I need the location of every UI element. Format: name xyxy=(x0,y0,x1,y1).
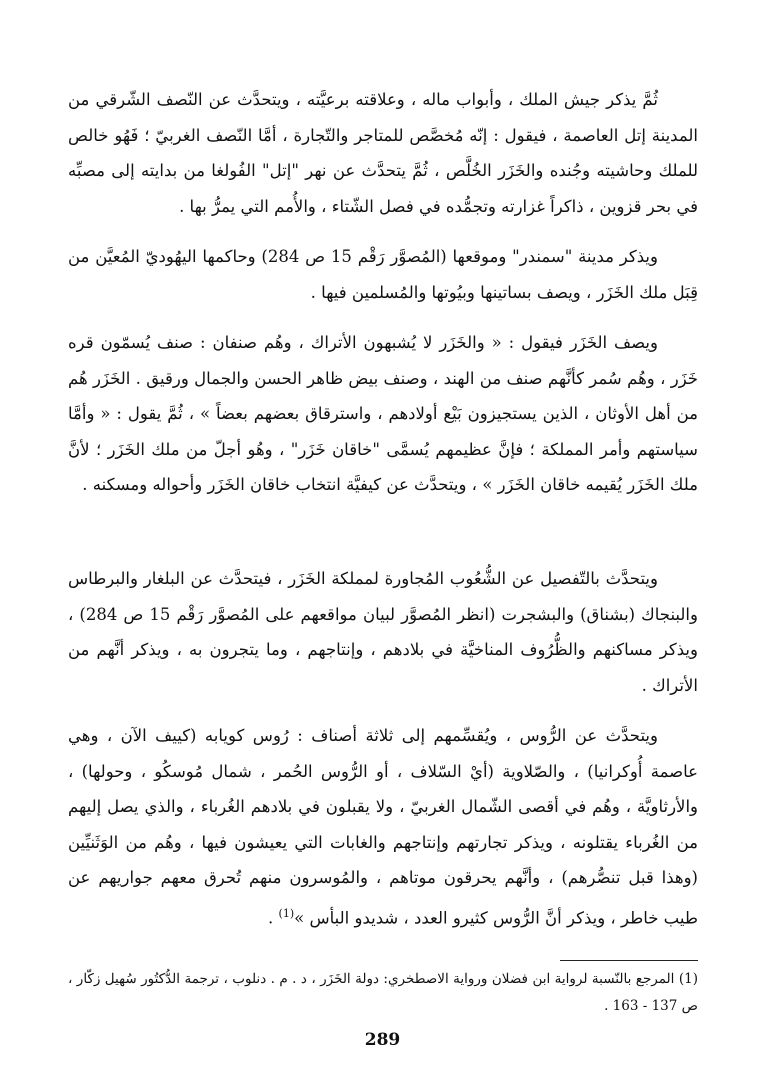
paragraph-text-container xyxy=(68,718,698,936)
body-paragraph-2 xyxy=(68,239,698,310)
paragraph-text: ويتحدَّث عن الرُّوس ، ويُقسِّمهم إلى ثلاثة أصناف : رُوس كويابه (كييف الآن ، وهي عاصمة أُوكرانيا) ، والصّلاوية (أيْ السّلاف ، أو الرُّوس الحُمر ، شمال مُوسكُو ، وحولها) ، والأرثاويَّة ، وهُم في أقصى الشّمال الغربيّ ، ولا يقبلون في بلادهم الغُرباء ، والذي يصل إليهم من الغُرباء يقتلونه ، ويذكر تجارتهم وإنتاجهم والغابات التي يعيشون فيها ، وهُم من الوَثَنيِّين (وهذا قبل تنصُّرهم) ، وأنَّهم يحرقون موتاهم ، والمُوسرون منهم تُحرق معهم جواريهم عن طيب خاطر ، ويذكر أنَّ الرُّوس كثيرو العدد ، شديدو البأس » xyxy=(68,726,698,927)
body-paragraph-3 xyxy=(68,325,698,503)
page-number: 289 xyxy=(364,1030,401,1050)
paragraph-text: ثُمَّ يذكر جيش الملك ، وأبواب ماله ، وعلاقته برعيَّته ، ويتحدَّث عن النّصف الشّرقي من المدينة إتل العاصمة ، فيقول : إنّه مُخصَّص للمتاجر والتّجارة ، أمَّا النّصف الغربيّ ؛ فَهُو خالص للملك وحاشيته وجُنده والخَزَر الخُلَّص ، ثُمَّ يتحدَّث عن نهر "إتل" الفُولغا من بدايته إلى مصبِّه في بحر قزوين ، ذاكراً غزارته وتجمُّده في فصل الشّتاء ، والأُمم التي يمرُّ بها . xyxy=(68,90,698,216)
body-paragraph-4 xyxy=(68,561,698,703)
footnote-reference: (1) xyxy=(278,906,295,920)
body-paragraph-1 xyxy=(68,82,698,224)
body-paragraph-5 xyxy=(68,718,698,936)
footnote: (1) المرجع بالنّسبة لرواية ابن فضلان ورواية الاصطخري: دولة الخَزَر ، د . م . دنلوب ، ترجمة الدُّكتُور سُهيل زكّار ، ص 137 - 163 . xyxy=(68,971,698,1014)
closing-period: . xyxy=(268,908,279,927)
paragraph-text: ويصف الخَزَر فيقول : « والخَزَر لا يُشبهون الأتراك ، وهُم صنفان : صنف يُسمّون قره خَزَر ، وهُم سُمر كأنَّهم صنف من الهند ، وصنف بيض ظاهر الحسن والجمال ورقيق . الخَزَر هُم من أهل الأوثان ، الذين يستجيزون بَيْع أولادهم ، واسترقاق بعضهم بعضاً » ، ثُمَّ يقول : « وأمَّا سياستهم وأمر المملكة ؛ فإنَّ عظيمهم يُسمَّى "خاقان خَزَر" ، وهُو أجلّ من ملك الخَزَر ؛ لأنَّ ملك الخَزَر يُقيمه خاقان الخَزَر » ، ويتحدَّث عن كيفيَّة انتخاب خاقان الخَزَر وأحواله ومسكنه . xyxy=(68,333,698,494)
paragraph-text: ويذكر مدينة "سمندر" وموقعها (المُصوَّر رَقْم 15 ص 284) وحاكمها اليهُوديّ المُعيَّن من قِبَل ملك الخَزَر ، ويصف بساتينها وبيُوتها والمُسلمين فيها . xyxy=(68,247,698,302)
paragraph-text: ويتحدَّث بالتّفصيل عن الشُّعُوب المُجاورة لمملكة الخَزَر ، فيتحدَّث عن البلغار والبرطاس والبنجاك (بشناق) والبشجرت (انظر المُصوَّر لبيان مواقعهم على المُصوَّر رَقْم 15 ص 284) ، ويذكر مساكنهم والظُّرُوف المناخيَّة في بلادهم ، وإنتاجهم ، وما يتجرون به ، ويذكر أنَّهم من الأتراك . xyxy=(68,569,698,695)
footnote-divider xyxy=(560,960,698,961)
